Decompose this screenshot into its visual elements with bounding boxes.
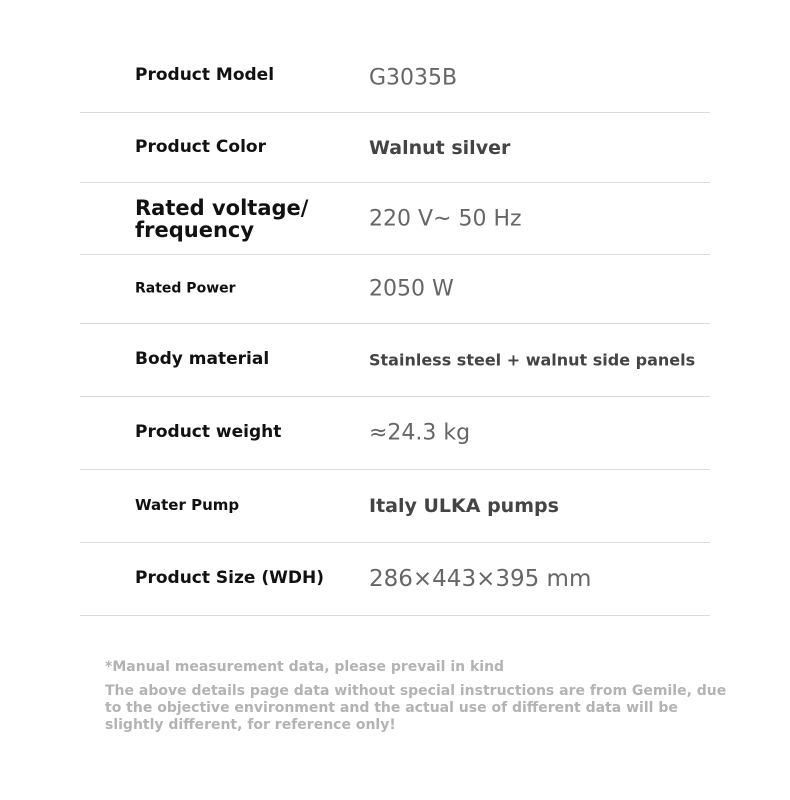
spec-value: Walnut silver bbox=[369, 136, 511, 159]
spec-value: Italy ULKA pumps bbox=[369, 495, 559, 517]
spec-row-rated-voltage bbox=[80, 183, 710, 255]
spec-label: Rated Power bbox=[135, 280, 236, 297]
measurement-footnote: *Manual measurement data, please prevail in kind bbox=[105, 659, 505, 675]
spec-row-rated-power bbox=[80, 255, 710, 324]
spec-row-product-weight bbox=[80, 397, 710, 470]
spec-label: Rated voltage/ frequency bbox=[135, 195, 309, 242]
disclaimer-text: The above details page data without special instructions are from Gemile, due to the objective environment and the actual use of different data will be slightly different, for reference only! bbox=[105, 683, 727, 733]
spec-label: Water Pump bbox=[135, 496, 240, 515]
spec-table bbox=[80, 40, 710, 616]
spec-value: G3035B bbox=[369, 65, 458, 91]
spec-value: 286×443×395 mm bbox=[369, 566, 592, 592]
spec-value: 220 V~ 50 Hz bbox=[369, 206, 522, 231]
spec-value: ≈24.3 kg bbox=[369, 420, 471, 446]
spec-label: Product Size (WDH) bbox=[135, 568, 324, 589]
spec-label: Body material bbox=[135, 349, 270, 370]
spec-row-water-pump bbox=[80, 470, 710, 543]
spec-label: Product weight bbox=[135, 422, 282, 443]
spec-value: 2050 W bbox=[369, 276, 454, 302]
spec-value: Stainless steel + walnut side panels bbox=[369, 350, 696, 370]
spec-row-product-size bbox=[80, 543, 710, 616]
spec-row-product-model bbox=[80, 40, 710, 113]
spec-label: Product Color bbox=[135, 136, 266, 157]
spec-row-body-material bbox=[80, 324, 710, 397]
spec-row-product-color bbox=[80, 113, 710, 183]
spec-label: Product Model bbox=[135, 65, 275, 86]
